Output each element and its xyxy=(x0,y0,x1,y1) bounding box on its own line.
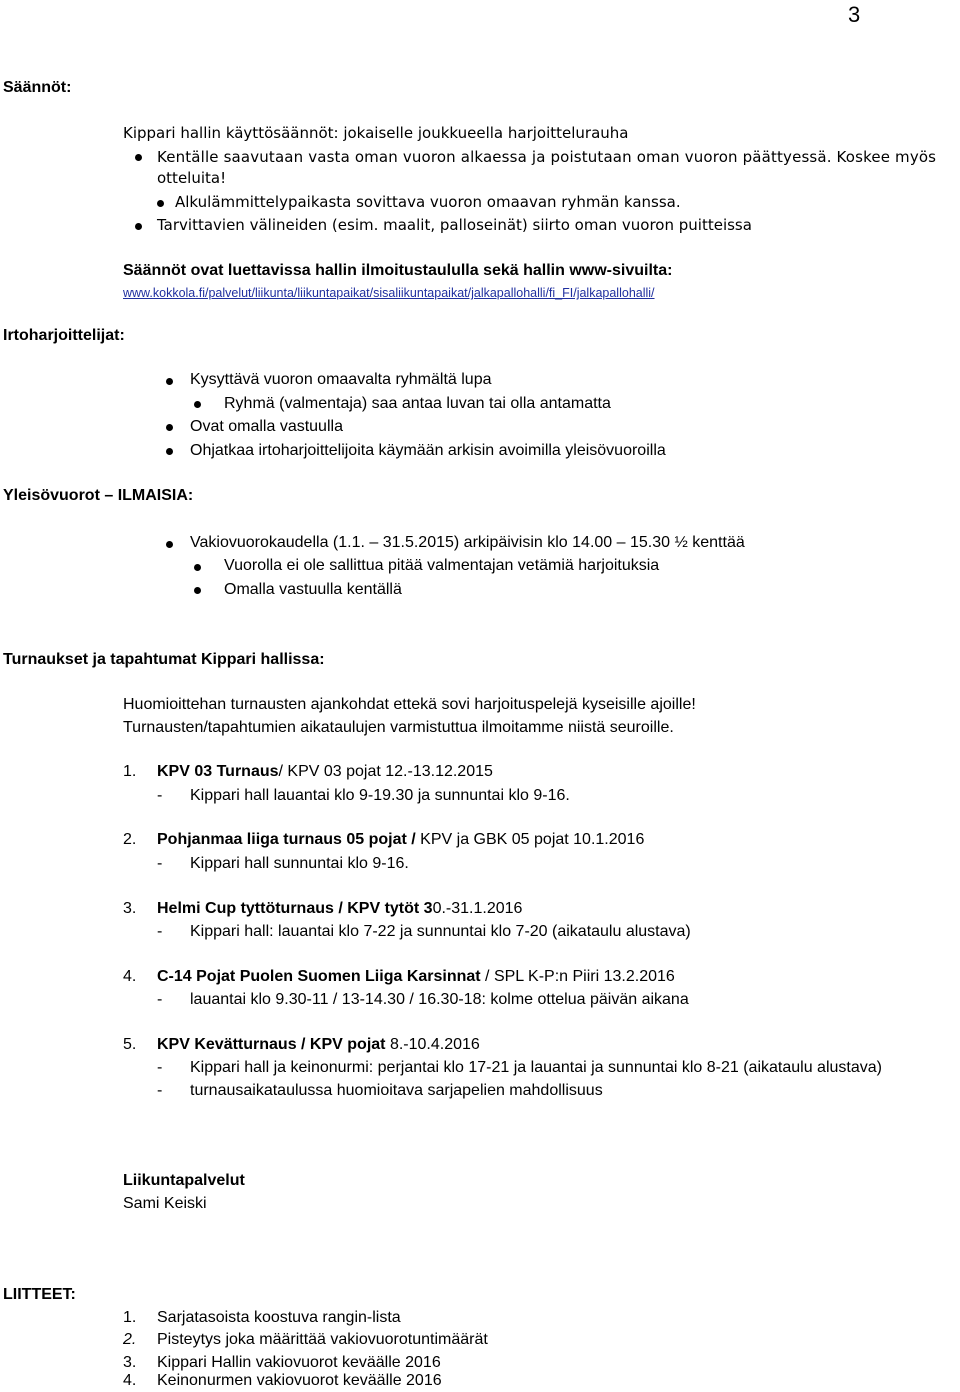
dash: - xyxy=(157,1082,163,1099)
bullet-icon xyxy=(157,200,164,207)
tournament-info: KPV ja GBK 05 pojat 10.1.2016 xyxy=(415,831,645,848)
public-heading: Yleisövuorot – ILMAISIA: xyxy=(3,487,194,504)
tournament-title xyxy=(157,967,675,987)
attachments-heading: LIITTEET: xyxy=(3,1286,76,1303)
attachment-number: 1. xyxy=(123,1309,137,1326)
rules-intro: Kippari hallin käyttösäännöt: jokaiselle joukkueella harjoittelurauha xyxy=(123,124,629,142)
tournament-detail: Kippari hall ja keinonurmi: perjantai klo 17-21 ja lauantai ja sunnuntai klo 8-21 (aikataulu alustava) xyxy=(190,1059,882,1076)
public-item-2: Vuorolla ei ole sallittua pitää valmentajan vetämiä harjoituksia xyxy=(224,557,660,574)
rules-heading: Säännöt: xyxy=(3,79,72,96)
tournament-detail: Kippari hall: lauantai klo 7-22 ja sunnuntai klo 7-20 (aikataulu alustava) xyxy=(190,923,691,940)
tournament-name: Pohjanmaa liiga turnaus 05 pojat / xyxy=(157,831,416,848)
tournament-number: 3. xyxy=(123,900,137,917)
bullet-icon xyxy=(194,401,201,408)
attachment-item: Keinonurmen vakiovuorot keväälle 2016 xyxy=(157,1372,442,1389)
bullet-icon xyxy=(135,154,142,161)
tournament-title xyxy=(157,899,522,919)
tournament-number: 1. xyxy=(123,763,137,780)
rule-item-1-cont: otteluita! xyxy=(157,169,227,187)
rules-link[interactable]: www.kokkola.fi/palvelut/liikunta/liikuntapaikat/sisaliikuntapaikat/jalkapallohalli/fi_FI/jalkapallohalli/ xyxy=(123,286,655,300)
page-number: 3 xyxy=(848,2,861,27)
tournament-detail: turnausaikataulussa huomioitava sarjapelien mahdollisuus xyxy=(190,1082,603,1099)
bullet-icon xyxy=(135,223,142,230)
tournament-number: 4. xyxy=(123,968,137,985)
bullet-icon xyxy=(194,564,201,571)
bullet-icon xyxy=(166,424,173,431)
tournament-info: 0.-31.1.2016 xyxy=(432,900,523,917)
dash: - xyxy=(157,855,163,872)
tournament-name: KPV 03 Turnaus xyxy=(157,763,279,780)
tournament-title xyxy=(157,762,493,782)
casual-item-2: Ryhmä (valmentaja) saa antaa luvan tai olla antamatta xyxy=(224,395,611,412)
tournament-number: 2. xyxy=(123,831,137,848)
rule-item-1: Kentälle saavutaan vasta oman vuoron alkaessa ja poistutaan oman vuoron päättyessä. Koskee myös xyxy=(157,148,937,166)
tournament-name: Helmi Cup tyttöturnaus / KPV tytöt 3 xyxy=(157,900,433,917)
casual-item-3: Ovat omalla vastuulla xyxy=(190,418,343,435)
signature-org: Liikuntapalvelut xyxy=(123,1172,245,1189)
public-item-1: Vakiovuorokaudella (1.1. – 31.5.2015) arkipäivisin klo 14.00 – 15.30 ½ kenttää xyxy=(190,534,745,551)
attachment-item: Sarjatasoista koostuva rangin-lista xyxy=(157,1309,401,1326)
dash: - xyxy=(157,923,163,940)
rules-notice: Säännöt ovat luettavissa hallin ilmoitustaululla sekä hallin www-sivuilta: xyxy=(123,262,673,279)
tournament-detail: Kippari hall sunnuntai klo 9-16. xyxy=(190,855,409,872)
public-item-3: Omalla vastuulla kentällä xyxy=(224,581,402,598)
tournament-detail: lauantai klo 9.30-11 / 13-14.30 / 16.30-18: kolme ottelua päivän aikana xyxy=(190,991,689,1008)
bullet-icon xyxy=(194,587,201,594)
rule-item-3: Tarvittavien välineiden (esim. maalit, palloseinät) siirto oman vuoron puitteissa xyxy=(157,216,752,234)
tournament-detail: Kippari hall lauantai klo 9-19.30 ja sunnuntai klo 9-16. xyxy=(190,787,570,804)
tournaments-intro-1: Huomioittehan turnausten ajankohdat ettekä sovi harjoituspelejä kyseisille ajoille! xyxy=(123,696,696,713)
attachment-item: Pisteytys joka määrittää vakiovuorotuntimäärät xyxy=(157,1331,488,1348)
tournament-info: / SPL K-P:n Piiri 13.2.2016 xyxy=(480,968,675,985)
attachment-number: 4. xyxy=(123,1372,137,1389)
casual-item-1: Kysyttävä vuoron omaavalta ryhmältä lupa xyxy=(190,371,492,388)
tournament-name: KPV Kevätturnaus / KPV pojat xyxy=(157,1036,386,1053)
tournaments-heading: Turnaukset ja tapahtumat Kippari hallissa: xyxy=(3,651,325,668)
tournament-info: / KPV 03 pojat 12.-13.12.2015 xyxy=(278,763,493,780)
tournament-title xyxy=(157,1035,480,1055)
attachment-number: 3. xyxy=(123,1354,137,1371)
signature-name: Sami Keiski xyxy=(123,1195,207,1212)
rule-item-2: Alkulämmittelypaikasta sovittava vuoron omaavan ryhmän kanssa. xyxy=(175,193,681,211)
bullet-icon xyxy=(166,541,173,548)
dash: - xyxy=(157,991,163,1008)
casual-heading: Irtoharjoittelijat: xyxy=(3,327,125,344)
tournaments-intro-2: Turnausten/tapahtumien aikataulujen varmistuttua ilmoitamme niistä seuroille. xyxy=(123,719,674,736)
tournament-name: C-14 Pojat Puolen Suomen Liiga Karsinnat xyxy=(157,968,481,985)
dash: - xyxy=(157,1059,163,1076)
dash: - xyxy=(157,787,163,804)
bullet-icon xyxy=(166,378,173,385)
bullet-icon xyxy=(166,448,173,455)
tournament-info: 8.-10.4.2016 xyxy=(385,1036,480,1053)
attachment-number: 2. xyxy=(123,1331,137,1348)
tournament-title xyxy=(157,830,644,850)
tournament-number: 5. xyxy=(123,1036,137,1053)
casual-item-4: Ohjatkaa irtoharjoittelijoita käymään arkisin avoimilla yleisövuoroilla xyxy=(190,442,666,459)
attachment-item: Kippari Hallin vakiovuorot keväälle 2016 xyxy=(157,1354,441,1371)
